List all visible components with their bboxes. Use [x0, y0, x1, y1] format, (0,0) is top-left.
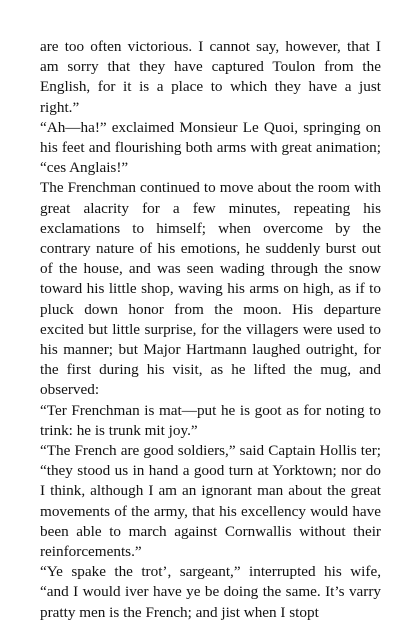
- paragraph-4: “Ter Frenchman is mat—put he is goot as for noting to trink: he is trunk mit joy.”: [40, 401, 381, 439]
- paragraph-6: “Ye spake the trot’, sargeant,” interrupted his wife, “and I would iver have ye be doing the same. It’s varry pratty men is the French; and jist when I stopt: [40, 563, 381, 621]
- paragraph-3: The Frenchman continued to move about the room with great alacrity for a few minutes, repeating his exclamations to himself; when overcome by the contrary nature of his emotions, he suddenly burst out of the house, and was seen wading through the snow toward his little shop, waving his arms on high, as if to pluck down honor from the moon. His departure excited but little surprise, for the villagers were used to his manner; but Major Hartmann laughed outright, for the first during his visit, as he lifted the mug, and observed:: [40, 179, 381, 399]
- paragraph-5: “The French are good soldiers,” said Captain Hollis ter; “they stood us in hand a good turn at Yorktown; nor do I think, although I am an ignorant man about the great movements of the army, that his excellency would have been able to march against Cornwallis without their reinforcements.”: [40, 442, 381, 561]
- document-page: [40, 37, 381, 623]
- paragraph-1: are too often victorious. I cannot say, however, that I am sorry that they have captured Toulon from the English, for it is a place to which they have a just right.”: [40, 38, 381, 116]
- paragraph-2: “Ah—ha!” exclaimed Monsieur Le Quoi, springing on his feet and flourishing both arms with great animation; “ces Anglais!”: [40, 118, 381, 177]
